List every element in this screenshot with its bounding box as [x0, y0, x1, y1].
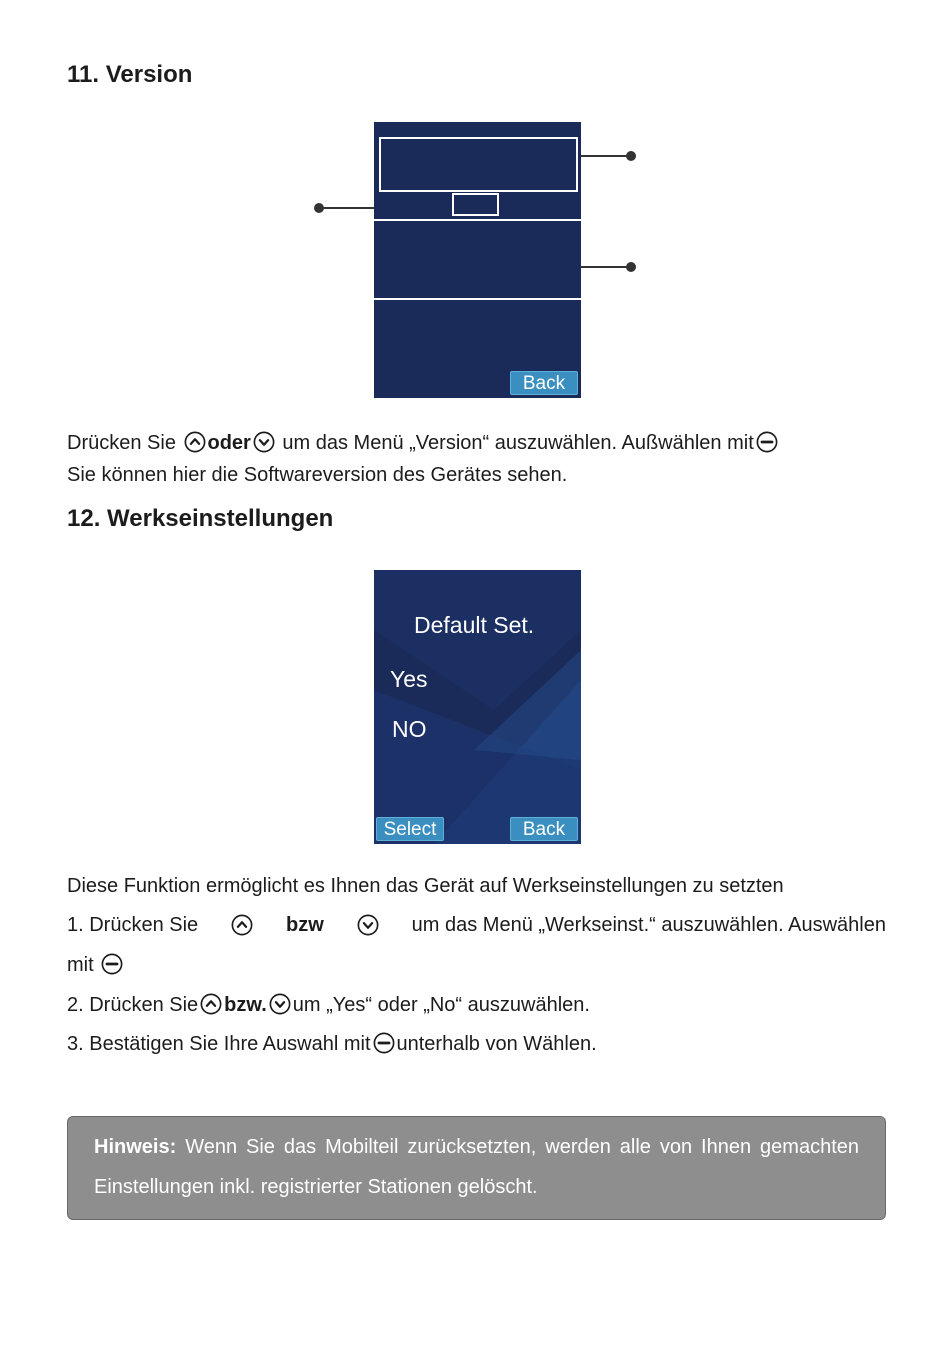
note-label: Hinweis: [94, 1136, 177, 1158]
down-button-icon [253, 431, 275, 453]
version-small-box [452, 193, 499, 216]
back-softkey: Back [510, 371, 578, 395]
callout-dot [626, 262, 636, 272]
factory-reset-intro: Diese Funktion ermöglicht es Ihnen das Gerät auf Werkseinstellungen zu setzten [67, 875, 784, 897]
step-2: 2. Drücken Sie bzw. um „Yes“ oder „No“ auszuwählen. [67, 994, 590, 1016]
back-softkey: Back [510, 817, 578, 841]
screen-divider [374, 298, 581, 300]
down-button-icon [269, 993, 291, 1015]
select-softkey: Select [376, 817, 444, 841]
step-1-line2: mit [67, 953, 125, 977]
section-heading-factory-reset: 12. Werkseinstellungen [67, 505, 334, 532]
version-screen-mockup [374, 122, 581, 398]
minus-button-icon [756, 431, 778, 453]
default-set-title: Default Set. [414, 612, 535, 638]
note-text: Wenn Sie das Mobilteil zurücksetzten, werden alle von Ihnen gemachten Einstellungen inkl. registrierter Stationen gelöscht. [94, 1136, 859, 1198]
callout-dot [626, 151, 636, 161]
step-1-line1: 1. Drücken Sie bzw um das Menü „Werkseinst.“ auszuwählen. Auswählen [67, 914, 886, 936]
up-button-icon [184, 431, 206, 453]
section-heading-version: 11. Version [67, 61, 193, 88]
down-button-icon [357, 914, 379, 936]
callout-line [580, 266, 631, 268]
callout-line [319, 207, 374, 209]
version-instructions-line1: Drücken Sie oder um das Menü „Version“ auszuwählen. Außwählen mit [67, 431, 780, 455]
up-button-icon [200, 993, 222, 1015]
minus-button-icon [373, 1032, 395, 1054]
step-3: 3. Bestätigen Sie Ihre Auswahl mit unterhalb von Wählen. [67, 1033, 597, 1055]
callout-dot [314, 203, 324, 213]
screen-divider [374, 219, 581, 221]
up-button-icon [231, 914, 253, 936]
version-display-box [379, 137, 578, 192]
minus-button-icon [101, 953, 123, 975]
option-yes: Yes [390, 666, 428, 692]
note-box [67, 1116, 886, 1220]
callout-line [580, 155, 631, 157]
option-no: NO [392, 716, 427, 742]
default-set-screen-mockup [374, 570, 581, 844]
version-instructions-line2: Sie können hier die Softwareversion des Gerätes sehen. [67, 464, 568, 486]
